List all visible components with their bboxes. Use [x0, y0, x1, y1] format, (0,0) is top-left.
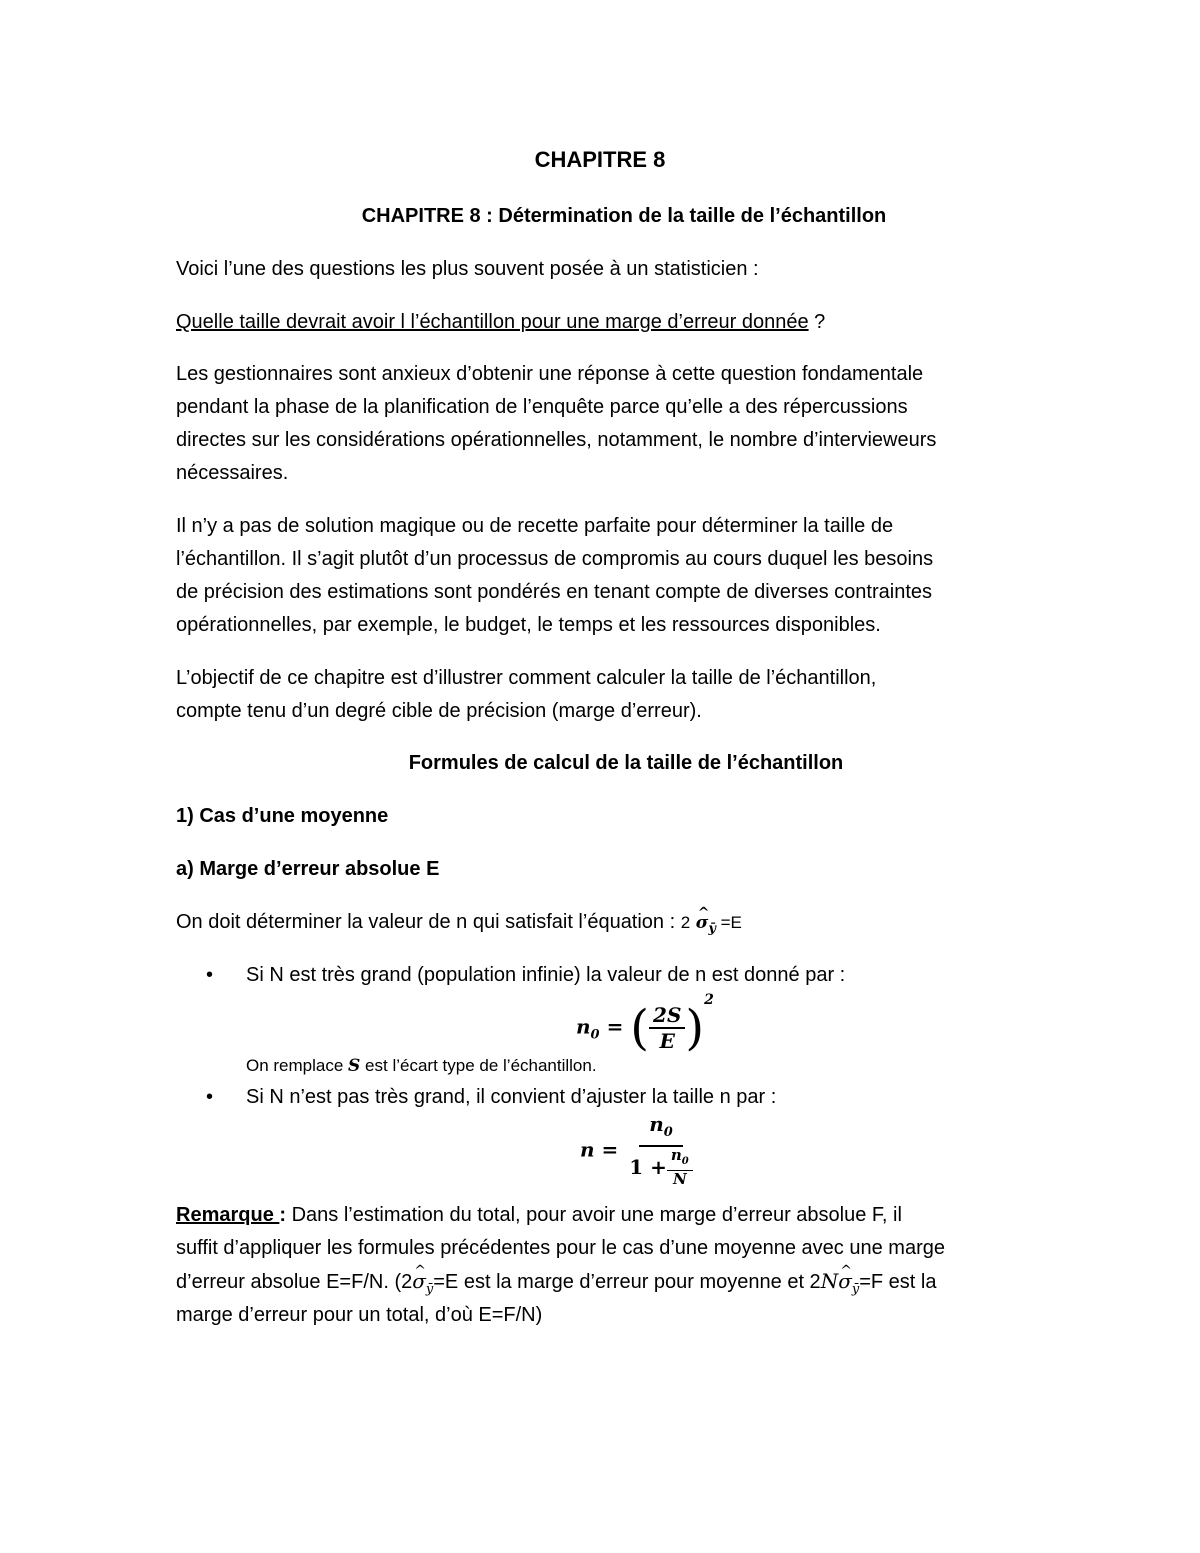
formula-n0-eq: = — [606, 1014, 624, 1039]
key-question-underlined: Quelle taille devrait avoir l l’échantillon pour une marge d’erreur donnée — [176, 311, 809, 333]
replace-note-var: S — [348, 1056, 361, 1076]
fraction-n0-adjust — [625, 1112, 697, 1187]
sigma-symbol-3: ^ σ — [838, 1269, 852, 1293]
adjust-denominator — [625, 1147, 697, 1187]
bullet-dot-2: • — [206, 1086, 214, 1108]
bullet2-text: Si N n’est pas très grand, il convient d’ajuster la taille n par : — [246, 1086, 777, 1108]
equation-line — [176, 910, 742, 941]
equation-tail: =E — [715, 913, 742, 932]
inner-num-sub: 0 — [681, 1156, 689, 1167]
adjust-num-sub: 0 — [663, 1125, 673, 1140]
replace-note — [246, 1054, 597, 1078]
remark-line3-c: =F est la — [859, 1271, 937, 1293]
para2-line2: l’échantillon. Il s’agit plutôt d’un processus de compromis au cours duquel les besoins — [176, 548, 934, 570]
case1a-heading: a) Marge d’erreur absolue E — [176, 858, 440, 880]
para3-line1: L’objectif de ce chapitre est d’illustrer comment calculer la taille de l’échantillon, — [176, 667, 877, 689]
adjust-num-n: n — [649, 1112, 664, 1136]
remark-line1 — [176, 1203, 902, 1227]
inner-num-n: n — [670, 1146, 682, 1164]
inner-denominator: N — [672, 1170, 687, 1188]
page-title: CHAPITRE 8 — [534, 147, 666, 172]
remark-line4: marge d’erreur pour un total, d’où E=F/N) — [176, 1304, 543, 1326]
equation-intro: On doit déterminer la valeur de n qui satisfait l’équation : — [176, 911, 681, 933]
N-symbol: N — [820, 1269, 839, 1293]
key-question-tail: ? — [808, 311, 826, 333]
para1-line1: Les gestionnaires sont anxieux d’obtenir une réponse à cette question fondamentale — [176, 363, 924, 385]
sigma-hat-ybar — [695, 913, 716, 937]
adjust-numerator — [639, 1112, 683, 1147]
remark-line3-b: =E est la marge d’erreur pour moyenne et 2 — [433, 1271, 821, 1293]
formula-n0-lhs: n — [576, 1014, 591, 1039]
chapter-subtitle: CHAPITRE 8 : Détermination de la taille de l’échantillon — [361, 205, 887, 227]
formula-n — [580, 1112, 697, 1187]
left-paren: ( — [630, 1000, 650, 1057]
para1-line4: nécessaires. — [176, 462, 289, 484]
bullet-dot-1: • — [206, 964, 214, 986]
replace-note-before: On remplace — [246, 1056, 349, 1075]
adjust-den-prefix: 1 + — [629, 1155, 667, 1179]
remark-line3-a: d’erreur absolue E=F/N. (2 — [176, 1271, 413, 1293]
remark-label: Remarque — [176, 1204, 280, 1226]
formula-n0 — [576, 990, 714, 1057]
para1-line2: pendant la phase de la planification de l’enquête parce qu’elle a des répercussions — [176, 396, 908, 418]
formula-n-lhs: n — [580, 1137, 595, 1162]
para2-line3: de précision des estimations sont pondérés en tenant compte de diverses contraintes — [176, 581, 932, 603]
remark-colon: : — [279, 1204, 287, 1226]
remark-line3 — [176, 1269, 936, 1302]
section-title: Formules de calcul de la taille de l’échantillon — [408, 752, 844, 774]
right-paren: ) — [685, 1000, 705, 1057]
formula-n-eq: = — [601, 1137, 619, 1162]
case1-heading: 1) Cas d’une moyenne — [176, 805, 389, 827]
formula-n0-exponent: 2 — [704, 992, 714, 1008]
replace-note-after: est l’écart type de l’échantillon. — [360, 1056, 597, 1075]
fraction-numerator: 2S — [649, 1003, 685, 1029]
para2-line4: opérationnelles, par exemple, le budget, le temps et les ressources disponibles. — [176, 614, 881, 636]
para1-line3: directes sur les considérations opérationnelles, notamment, le nombre d’intervieweurs — [176, 429, 937, 451]
sigma-hat-ybar-2 — [412, 1269, 434, 1297]
ybar-subscript: ȳ — [708, 921, 716, 937]
para2-line1: Il n’y a pas de solution magique ou de recette parfaite pour déterminer la taille de — [176, 515, 894, 537]
formula-n0-sub: 0 — [590, 1027, 600, 1043]
equation-two: 2 — [680, 913, 691, 932]
inner-fraction — [667, 1147, 693, 1187]
fraction-denominator: E — [659, 1029, 675, 1054]
remark-line1-text: Dans l’estimation du total, pour avoir une marge d’erreur absolue F, il — [286, 1204, 902, 1226]
sigma-symbol: ^ σ — [696, 911, 709, 935]
ybar-subscript-2: ȳ — [425, 1282, 434, 1297]
inner-numerator — [667, 1147, 693, 1171]
para3-line2: compte tenu d’un degré cible de précision (marge d’erreur). — [176, 700, 702, 722]
N-sigma-hat-ybar — [820, 1269, 860, 1297]
ybar-subscript-3: ȳ — [851, 1282, 860, 1297]
remark-line2: suffit d’appliquer les formules précédentes pour le cas d’une moyenne avec une marge — [176, 1237, 945, 1259]
fraction-2S-over-E — [649, 1003, 685, 1053]
sigma-symbol-2: ^ σ — [412, 1269, 426, 1293]
bullet1-text: Si N est très grand (population infinie) la valeur de n est donné par : — [246, 964, 846, 986]
intro-text: Voici l’une des questions les plus souvent posée à un statisticien : — [176, 258, 759, 280]
key-question — [176, 310, 825, 334]
